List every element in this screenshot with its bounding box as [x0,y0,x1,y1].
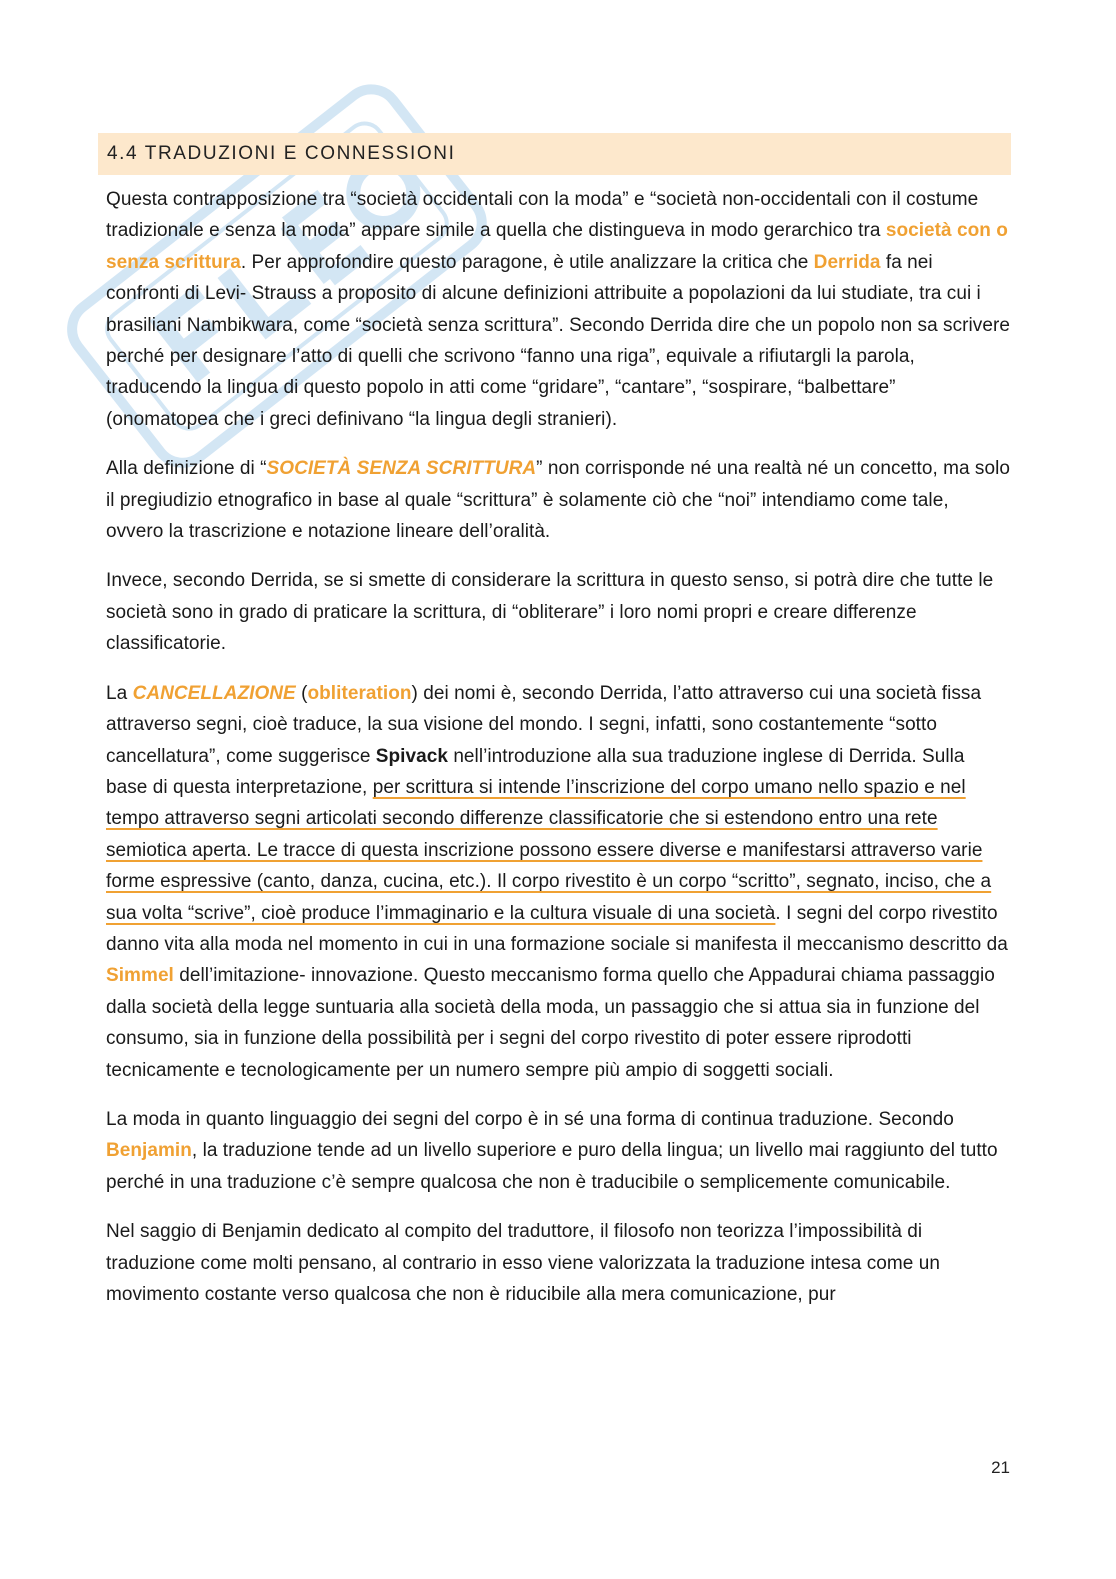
text-run: dell’imitazione- innovazione. Questo meccanismo forma quello che Appadurai chiama passaggio dalla società della legge suntuaria alla società della moda, un passaggio che si attua sia in funzione del consumo, sia in funzione della possibilità per i segni del corpo rivestito di poter essere riprodotti tecnicamente e tecnologicamente per un numero sempre più ampio di soggetti sociali. [106,965,995,1081]
highlighted-term: Derrida [813,251,881,273]
paragraph [106,453,1011,547]
text-run: Invece, secondo Derrida, se si smette di considerare la scrittura in questo senso, si potrà dire che tutte le società sono in grado di praticare la scrittura, di “obliterare” i loro nomi propri e creare differenze classificatorie. [106,570,994,655]
text-run: ( [295,682,308,704]
text-run: La moda in quanto linguaggio dei segni del corpo è in sé una forma di continua traduzione. Secondo [106,1108,954,1130]
section-heading: 4.4 TRADUZIONI E CONNESSIONI [98,133,1011,175]
text-run: Nel saggio di Benjamin dedicato al compito del traduttore, il filosofo non teorizza l’impossibilità di traduzione come molti pensano, al contrario in esso viene valorizzata la traduzione intesa come un movimento costante verso qualcosa che non è riducibile alla mera comunicazione, pur [106,1221,940,1305]
highlighted-term: obliteration [307,682,412,704]
highlighted-term: Simmel [106,965,174,987]
text-run: , la traduzione tende ad un livello superiore e puro della lingua; un livello mai raggiunto del tutto perché in una traduzione c’è sempre qualcosa che non è traducibile o semplicemente comunicabile. [106,1140,998,1193]
paragraph [106,678,1011,1086]
paragraph [106,565,1011,659]
highlighted-term: società con o senza scrittura [106,220,1008,273]
highlighted-term: Benjamin [106,1140,192,1162]
paragraph [106,1216,1011,1310]
bold-name: Spivack [375,745,448,767]
text-run: . I segni del corpo rivestito danno vita alla moda nel momento in cui in una formazione sociale si manifesta il meccanismo descritto da [106,902,1008,955]
text-run: ) dei nomi è, secondo Derrida, l’atto attraverso cui una società fissa attraverso segni, cioè traduce, la sua visione del mondo. I segni, infatti, sono costantemente “sotto cancellatura”, come suggerisce [106,682,982,767]
text-run: nell’introduzione alla sua traduzione inglese di Derrida. Sulla base di questa interpretazione, [106,745,965,798]
highlighted-concept: SOCIETÀ SENZA SCRITTURA [266,458,537,480]
underlined-passage: per scrittura si intende l’inscrizione del corpo umano nello spazio e nel tempo attraverso segni articolati secondo differenze classificatorie che si estendono entro una rete semiotica aperta. Le tracce di questa inscrizione possono essere diverse e manifestarsi attraverso varie forme espressive (canto, danza, cucina, etc.). Il corpo rivestito è un corpo “scritto”, segnato, inciso, che a sua volta “scrive”, cioè produce l’immaginario e la cultura visuale di una società [106,776,992,924]
text-run: Questa contrapposizione tra “società occidentali con la moda” e “società non-occidentali con il costume tradizionale e senza la moda” appare simile a quella che distingueva in modo gerarchico tra [106,189,979,242]
text-run: Alla definizione di “ [106,458,267,480]
text-run: fa nei confronti di Levi- Strauss a proposito di alcune definizioni attribuite a popolazioni da lui studiate, tra cui i brasiliani Nambikwara, come “società senza scrittura”. Secondo Derrida dire che un popolo non sa scrivere perché per designare l’atto di quelli che scrivono “fanno una riga”, equivale a rifiutargli la parola, traducendo la lingua di questo popolo in atti come “gridare”, “cantare”, “sospirare, “balbettare” (onomatopea che i greci definivano “la lingua degli stranieri). [106,251,1010,430]
text-run: ” non corrisponde né una realtà né un concetto, ma solo il pregiudizio etnografico in base al quale “scrittura” è solamente ciò che “noi” intendiamo come tale, ovvero la trascrizione e notazione lineare dell’oralità. [106,458,1010,543]
highlighted-concept: CANCELLAZIONE [132,682,296,704]
text-run: . Per approfondire questo paragone, è utile analizzare la critica che [240,251,814,273]
paragraph [106,184,1011,435]
paragraph [106,1104,1011,1198]
text-run: La [106,682,133,704]
body-text [106,184,1011,1328]
page-number: 21 [991,1458,1010,1477]
